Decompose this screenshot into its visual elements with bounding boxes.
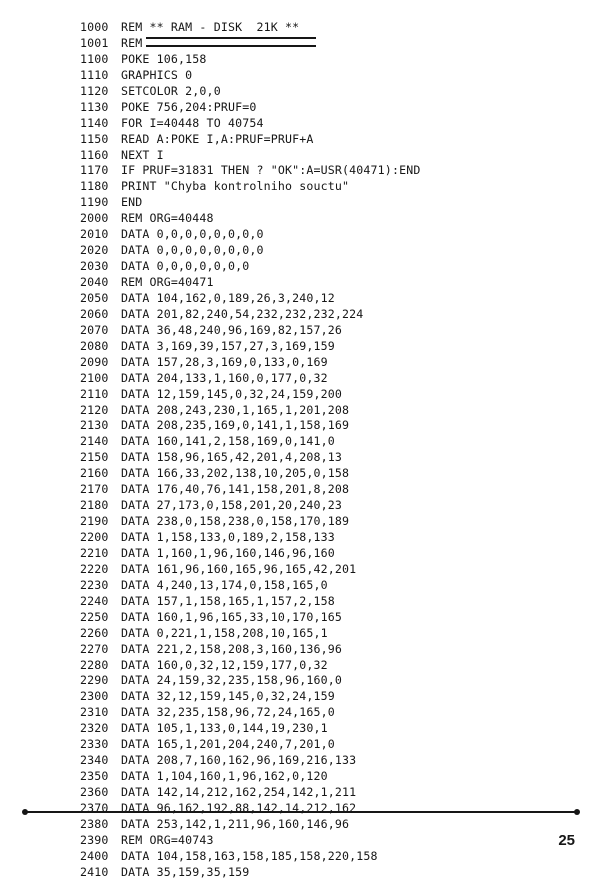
statement: FOR I=40448 TO 40754	[121, 115, 264, 130]
rule-end-right	[574, 809, 580, 815]
line-number: 2350	[80, 769, 109, 784]
statement: DATA 0,0,0,0,0,0,0,0	[121, 243, 264, 258]
statement: DATA 208,7,160,162,96,169,216,133	[121, 753, 357, 768]
statement: DATA 35,159,35,159	[121, 864, 250, 879]
code-line	[80, 179, 580, 195]
page-number: 25	[558, 832, 575, 849]
code-line	[80, 737, 580, 753]
statement: DATA 221,2,158,208,3,160,136,96	[121, 641, 343, 656]
statement: DATA 208,235,169,0,141,1,158,169	[121, 418, 350, 433]
code-line	[80, 833, 580, 849]
code-line	[80, 769, 580, 785]
statement: DATA 3,169,39,157,27,3,169,159	[121, 338, 335, 353]
statement: DATA 201,82,240,54,232,232,232,224	[121, 306, 364, 321]
line-number: 2320	[80, 721, 109, 736]
statement: REM ** RAM - DISK 21K **	[121, 20, 300, 34]
code-line	[80, 817, 580, 833]
code-line	[80, 578, 580, 594]
line-number: 2000	[80, 211, 109, 226]
code-line	[80, 849, 580, 865]
code-line	[80, 721, 580, 737]
line-number: 2150	[80, 450, 109, 465]
statement: DATA 1,158,133,0,189,2,158,133	[121, 530, 335, 544]
line-number: 1190	[80, 195, 109, 210]
code-line	[80, 52, 580, 68]
code-line	[80, 116, 580, 132]
line-number: 1160	[80, 147, 109, 162]
code-line	[80, 705, 580, 721]
code-line	[80, 100, 580, 116]
statement: SETCOLOR 2,0,0	[121, 83, 221, 98]
line-number: 2050	[80, 290, 109, 305]
line-number: 1001	[80, 35, 109, 50]
line-number: 2270	[80, 641, 109, 656]
code-line	[80, 610, 580, 626]
statement: NEXT I	[121, 147, 164, 162]
code-line	[80, 658, 580, 674]
code-line	[80, 482, 580, 498]
line-number: 2250	[80, 609, 109, 624]
statement: DATA 204,133,1,160,0,177,0,32	[121, 370, 328, 385]
statement: REM ORG=40743	[121, 832, 214, 847]
statement: DATA 253,142,1,211,96,160,146,96	[121, 816, 350, 831]
line-number: 2120	[80, 402, 109, 417]
line-number: 2090	[80, 354, 109, 369]
line-number: 2180	[80, 498, 109, 513]
code-line	[80, 259, 580, 275]
code-line	[80, 801, 580, 817]
code-line	[80, 163, 580, 179]
statement: READ A:POKE I,A:PRUF=PRUF+A	[121, 131, 314, 146]
line-number: 2230	[80, 577, 109, 592]
statement: DATA 32,12,159,145,0,32,24,159	[121, 689, 335, 704]
line-number: 2240	[80, 593, 109, 608]
line-number: 1130	[80, 99, 109, 114]
line-number: 1120	[80, 83, 109, 98]
rule-end-left	[22, 809, 28, 815]
line-number: 2390	[80, 832, 109, 847]
code-line	[80, 211, 580, 227]
statement: POKE 756,204:PRUF=0	[121, 99, 257, 114]
line-number: 2220	[80, 561, 109, 576]
statement: END	[121, 195, 143, 210]
code-line	[80, 498, 580, 514]
line-number: 2210	[80, 545, 109, 560]
statement: REM	[121, 35, 143, 50]
code-line	[80, 307, 580, 323]
line-number: 2370	[80, 800, 109, 815]
statement: DATA 12,159,145,0,32,24,159,200	[121, 386, 343, 401]
line-number: 2070	[80, 322, 109, 337]
code-line	[80, 434, 580, 450]
code-line	[80, 68, 580, 84]
statement: DATA 0,0,0,0,0,0,0	[121, 259, 250, 274]
statement: POKE 106,158	[121, 51, 207, 66]
code-line	[80, 403, 580, 419]
line-number: 2010	[80, 227, 109, 242]
statement: DATA 104,158,163,158,185,158,220,158	[121, 848, 378, 863]
code-line	[80, 243, 580, 259]
statement: DATA 4,240,13,174,0,158,165,0	[121, 577, 328, 592]
code-line	[80, 323, 580, 339]
statement: DATA 1,104,160,1,96,162,0,120	[121, 769, 328, 784]
statement: DATA 160,1,96,165,33,10,170,165	[121, 609, 343, 624]
statement: DATA 0,221,1,158,208,10,165,1	[121, 625, 328, 640]
code-line	[80, 355, 580, 371]
line-number: 2160	[80, 466, 109, 481]
code-line	[80, 865, 580, 881]
line-number: 2410	[80, 864, 109, 879]
statement: REM ORG=40471	[121, 275, 214, 289]
line-number: 2300	[80, 689, 109, 704]
line-number: 2140	[80, 434, 109, 449]
line-number: 1100	[80, 51, 109, 66]
line-number: 1000	[80, 20, 109, 34]
line-number: 2060	[80, 306, 109, 321]
statement: DATA 166,33,202,138,10,205,0,158	[121, 466, 350, 481]
code-line	[80, 195, 580, 211]
line-number: 2130	[80, 418, 109, 433]
line-number: 2330	[80, 737, 109, 752]
line-number: 1170	[80, 163, 109, 178]
code-line	[80, 227, 580, 243]
code-line	[80, 594, 580, 610]
code-line	[80, 514, 580, 530]
code-line	[80, 673, 580, 689]
statement: DATA 208,243,230,1,165,1,201,208	[121, 402, 350, 417]
rem-double-rule	[146, 37, 316, 47]
code-line	[80, 626, 580, 642]
line-number: 1180	[80, 179, 109, 194]
line-number: 2200	[80, 530, 109, 544]
line-number: 2380	[80, 816, 109, 831]
statement: DATA 36,48,240,96,169,82,157,26	[121, 322, 343, 337]
statement: DATA 27,173,0,158,201,20,240,23	[121, 498, 343, 513]
code-line	[80, 466, 580, 482]
line-number: 2170	[80, 482, 109, 497]
statement: IF PRUF=31831 THEN ? "OK":A=USR(40471):END	[121, 163, 421, 178]
code-line	[80, 84, 580, 100]
code-line	[80, 387, 580, 403]
line-number: 1110	[80, 67, 109, 82]
code-line	[80, 36, 580, 52]
statement: DATA 142,14,212,162,254,142,1,211	[121, 785, 357, 799]
code-line	[80, 275, 580, 291]
code-line	[80, 148, 580, 164]
statement: DATA 238,0,158,238,0,158,170,189	[121, 514, 350, 529]
line-number: 2110	[80, 386, 109, 401]
code-line	[80, 418, 580, 434]
statement: DATA 160,141,2,158,169,0,141,0	[121, 434, 335, 449]
statement: DATA 32,235,158,96,72,24,165,0	[121, 705, 335, 720]
line-number: 2290	[80, 673, 109, 688]
line-number: 2100	[80, 370, 109, 385]
line-number: 2400	[80, 848, 109, 863]
statement: DATA 104,162,0,189,26,3,240,12	[121, 290, 335, 305]
line-number: 2080	[80, 338, 109, 353]
line-number: 2020	[80, 243, 109, 258]
statement: GRAPHICS 0	[121, 67, 193, 82]
line-number: 2340	[80, 753, 109, 768]
line-number: 2310	[80, 705, 109, 720]
statement: DATA 157,28,3,169,0,133,0,169	[121, 354, 328, 369]
line-number: 2040	[80, 275, 109, 289]
statement: DATA 176,40,76,141,158,201,8,208	[121, 482, 350, 497]
statement: REM ORG=40448	[121, 211, 214, 226]
code-line	[80, 291, 580, 307]
statement: DATA 158,96,165,42,201,4,208,13	[121, 450, 343, 465]
statement: DATA 160,0,32,12,159,177,0,32	[121, 657, 328, 672]
bottom-rule	[25, 811, 577, 813]
statement: DATA 96,162,192,88,142,14,212,162	[121, 800, 357, 815]
code-line	[80, 132, 580, 148]
code-line	[80, 785, 580, 801]
code-line	[80, 371, 580, 387]
code-line	[80, 339, 580, 355]
code-line	[80, 562, 580, 578]
line-number: 2360	[80, 785, 109, 799]
line-number: 1140	[80, 115, 109, 130]
statement: DATA 24,159,32,235,158,96,160,0	[121, 673, 343, 688]
code-line	[80, 546, 580, 562]
line-number: 2280	[80, 657, 109, 672]
line-number: 1150	[80, 131, 109, 146]
statement: DATA 165,1,201,204,240,7,201,0	[121, 737, 335, 752]
basic-program-listing	[80, 20, 580, 881]
statement: DATA 157,1,158,165,1,157,2,158	[121, 593, 335, 608]
statement: PRINT "Chyba kontrolniho souctu"	[121, 179, 350, 194]
code-line	[80, 20, 580, 36]
line-number: 2260	[80, 625, 109, 640]
line-number: 2030	[80, 259, 109, 274]
code-line	[80, 450, 580, 466]
statement: DATA 0,0,0,0,0,0,0,0	[121, 227, 264, 242]
statement: DATA 105,1,133,0,144,19,230,1	[121, 721, 328, 736]
code-line	[80, 753, 580, 769]
statement: DATA 1,160,1,96,160,146,96,160	[121, 545, 335, 560]
statement: DATA 161,96,160,165,96,165,42,201	[121, 561, 357, 576]
code-line	[80, 530, 580, 546]
code-line	[80, 689, 580, 705]
line-number: 2190	[80, 514, 109, 529]
code-line	[80, 642, 580, 658]
